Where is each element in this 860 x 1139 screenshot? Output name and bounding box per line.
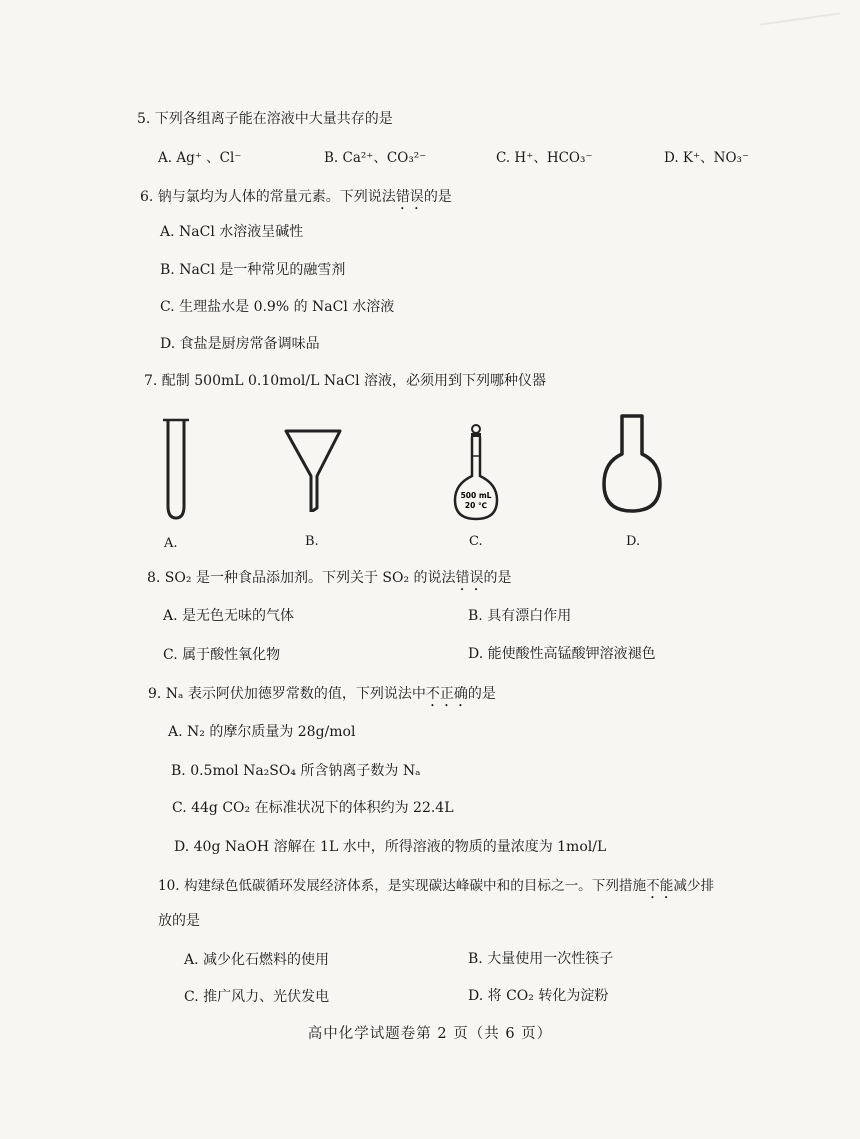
q6-emphasis: 错误 — [395, 189, 424, 205]
flask-volume-label: 500 mL — [460, 491, 492, 500]
q9-emphasis: 不正确 — [425, 686, 468, 702]
q8-stem-text: 8. SO₂ 是一种食品添加剂。下列关于 SO₂ 的说法 — [147, 570, 456, 586]
q7-option-c: C. — [469, 534, 483, 549]
q6-option-b: B. NaCl 是一种常见的融雪剂 — [160, 262, 346, 278]
q10-stem-text: 10. 构建绿色低碳循环发展经济体系，是实现碳达峰碳中和的目标之一。下列措施 — [158, 878, 647, 894]
question-10-stem-line2: 放的是 — [158, 913, 200, 929]
q6-stem-text: 6. 钠与氯均为人体的常量元素。下列说法 — [140, 189, 396, 205]
q10-option-a: A. 减少化石燃料的使用 — [184, 952, 330, 968]
q9-option-c: C. 44g CO₂ 在标准状况下的体积约为 22.4L — [172, 800, 454, 816]
q9-stem-text: 9. Nₐ 表示阿伏加德罗常数的值，下列说法中 — [148, 686, 426, 702]
q9-option-a: A. N₂ 的摩尔质量为 28g/mol — [168, 724, 356, 740]
question-6-stem — [140, 186, 452, 213]
question-9-stem — [148, 683, 496, 710]
round-bottom-flask-figure — [600, 414, 664, 516]
q7-option-b: B. — [305, 534, 319, 549]
volumetric-flask-figure — [451, 422, 501, 522]
q9-option-d: D. 40g NaOH 溶解在 1L 水中，所得溶液的物质的量浓度为 1mol/L — [174, 839, 607, 855]
q9-stem-end: 的是 — [467, 686, 496, 702]
q10-option-b: B. 大量使用一次性筷子 — [468, 951, 614, 967]
q10-emphasis: 不能 — [646, 878, 674, 894]
q7-option-d: D. — [626, 534, 641, 549]
q10-option-c: C. 推广风力、光伏发电 — [184, 989, 330, 1005]
q6-option-a: A. NaCl 水溶液呈碱性 — [160, 224, 304, 240]
q5-option-b: B. Ca²⁺、CO₃²⁻ — [324, 150, 427, 166]
funnel-figure — [283, 428, 343, 512]
q10-stem-end: 减少排 — [673, 878, 715, 894]
q5-option-d: D. K⁺、NO₃⁻ — [664, 150, 750, 166]
test-tube-figure — [158, 418, 194, 522]
q6-stem-end: 的是 — [423, 189, 452, 205]
q8-stem-end: 的是 — [483, 570, 512, 586]
q8-option-a: A. 是无色无味的气体 — [163, 608, 295, 624]
q8-option-b: B. 具有漂白作用 — [468, 608, 572, 624]
q10-option-d: D. 将 CO₂ 转化为淀粉 — [468, 988, 609, 1004]
question-5-stem: 5. 下列各组离子能在溶液中大量共存的是 — [137, 111, 393, 127]
q7-option-a: A. — [164, 536, 178, 551]
q6-option-d: D. 食盐是厨房常备调味品 — [160, 336, 320, 352]
scan-mark — [760, 12, 839, 25]
question-7-stem: 7. 配制 500mL 0.10mol/L NaCl 溶液，必须用到下列哪种仪器 — [144, 373, 547, 389]
question-8-stem — [147, 567, 512, 594]
q8-option-d: D. 能使酸性高锰酸钾溶液褪色 — [468, 646, 656, 662]
q6-option-c: C. 生理盐水是 0.9% 的 NaCl 水溶液 — [160, 299, 395, 315]
q5-option-a: A. Ag⁺ 、Cl⁻ — [158, 150, 242, 166]
q9-option-b: B. 0.5mol Na₂SO₄ 所含钠离子数为 Nₐ — [171, 763, 421, 779]
page-footer: 高中化学试题卷第 2 页（共 6 页） — [307, 1026, 553, 1042]
question-10-stem — [158, 874, 714, 902]
q8-option-c: C. 属于酸性氧化物 — [163, 647, 281, 663]
q5-option-c: C. H⁺、HCO₃⁻ — [496, 150, 593, 166]
q8-emphasis: 错误 — [455, 570, 484, 586]
flask-temp-label: 20 ℃ — [464, 501, 488, 510]
